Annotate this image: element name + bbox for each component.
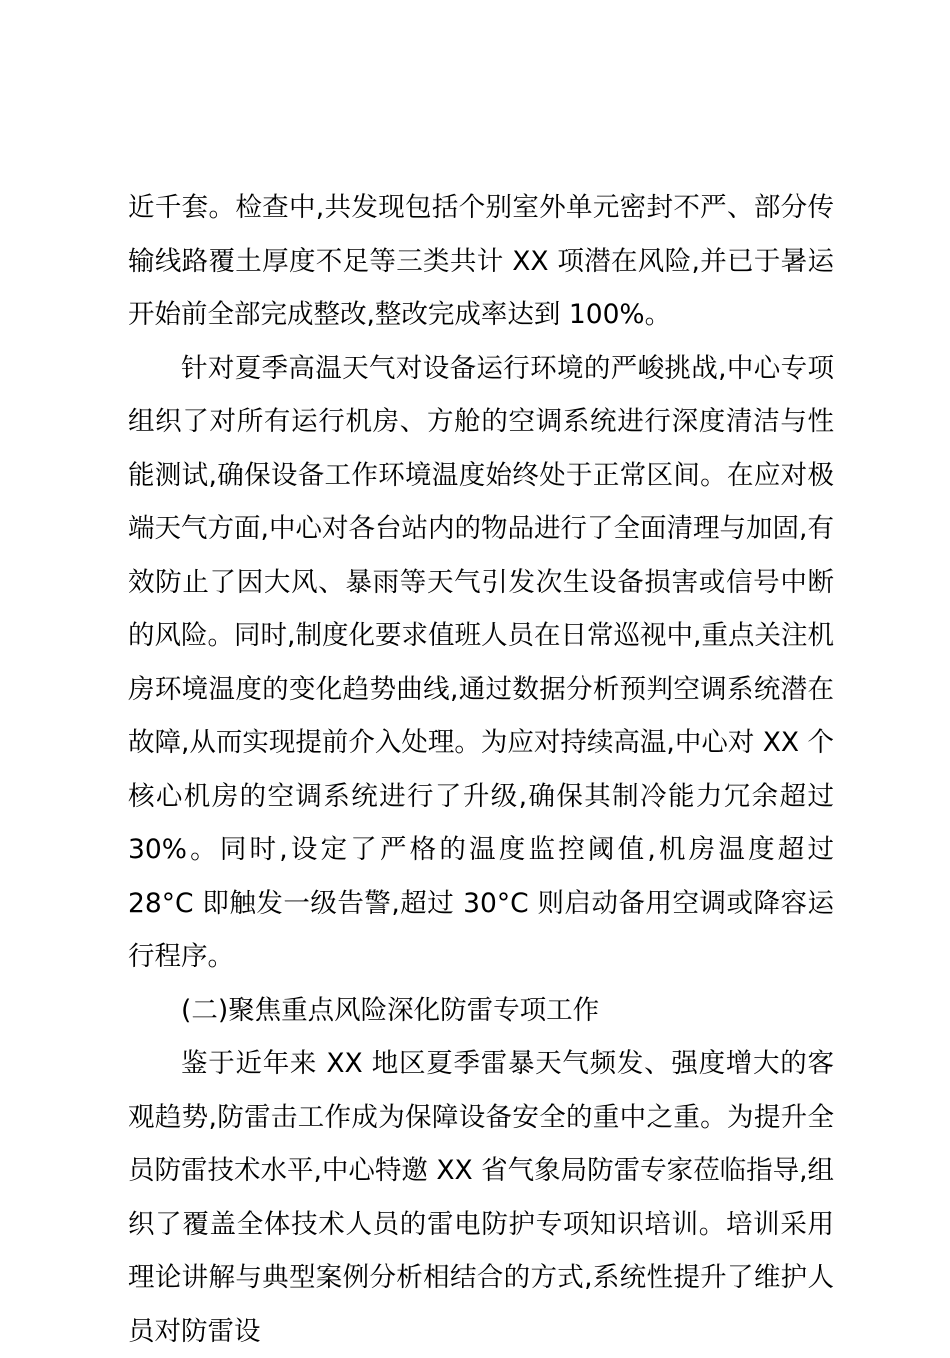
paragraph-lightning-protection: 鉴于近年来 XX 地区夏季雷暴天气频发、强度增大的客观趋势,防雷击工作成为保障设备安全的重中之重。为提升全员防雷技术水平,中心特邀 XX 省气象局防雷专家莅临指导,组织了覆盖全体技术人员的雷电防护专项知识培训。培训采用理论讲解与典型案例分析相结合的方式,系统性提升了维护人员对防雷设 xyxy=(128,1048,835,1347)
paragraph-continuation: 近千套。检查中,共发现包括个别室外单元密封不严、部分传输线路覆土厚度不足等三类共计 XX 项潜在风险,并已于暑运开始前全部完成整改,整改完成率达到 100%。 xyxy=(128,192,834,330)
document-body xyxy=(128,181,834,1358)
paragraph-high-temperature: 针对夏季高温天气对设备运行环境的严峻挑战,中心专项组织了对所有运行机房、方舱的空调系统进行深度清洁与性能测试,确保设备工作环境温度始终处于正常区间。在应对极端天气方面,中心对各台站内的物品进行了全面清理与加固,有效防止了因大风、暴雨等天气引发次生设备损害或信号中断的风险。同时,制度化要求值班人员在日常巡视中,重点关注机房环境温度的变化趋势曲线,通过数据分析预判空调系统潜在故障,从而实现提前介入处理。为应对持续高温,中心对 XX 个核心机房的空调系统进行了升级,确保其制冷能力冗余超过 30%。同时,设定了严格的温度监控阈值,机房温度超过 28°C 即触发一级告警,超过 30°C 则启动备用空调或降容运行程序。 xyxy=(128,352,835,972)
section-heading-lightning-protection: (二)聚焦重点风险深化防雷专项工作 xyxy=(181,994,600,1026)
